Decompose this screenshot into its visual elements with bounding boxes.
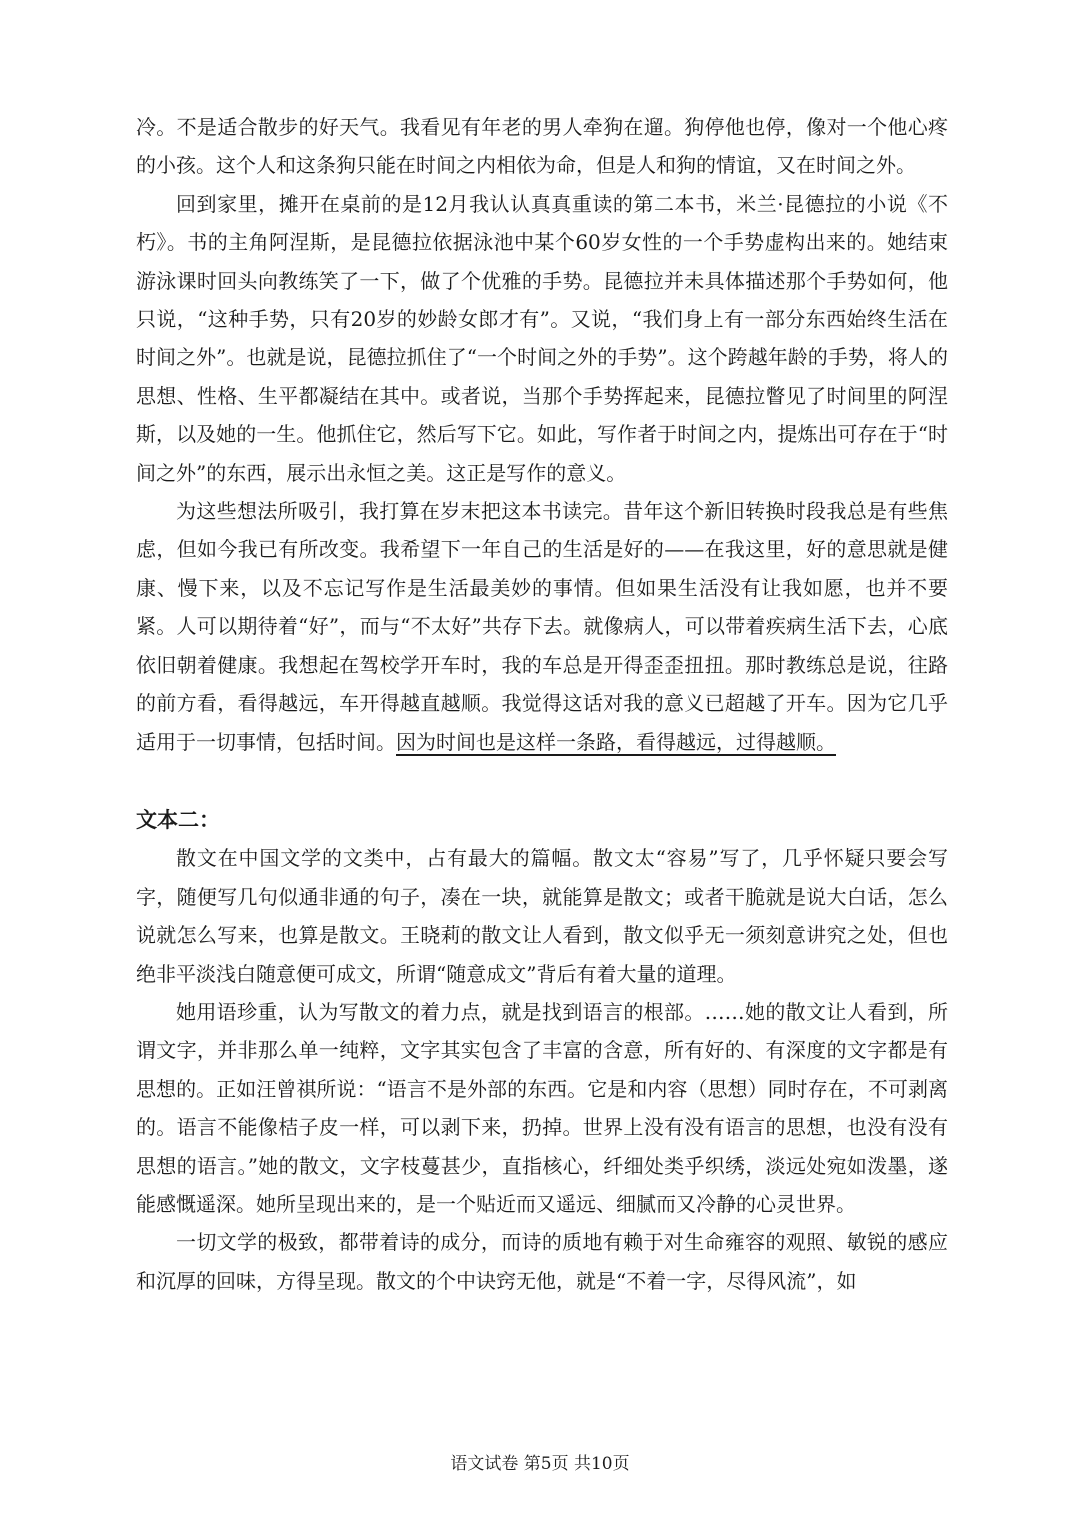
page-content	[136, 108, 948, 1300]
text2-heading: 文本二：	[136, 807, 220, 832]
text1-paragraph-2: 回到家里，摊开在桌前的是12月我认认真真重读的第二本书，米兰·昆德拉的小说《不朽》。书的主角阿涅斯，是昆德拉依据泳池中某个60岁女性的一个手势虚构出来的。她结束游泳课时回头向教练笑了一下，做了个优雅的手势。昆德拉并未具体描述那个手势如何，他只说，“这种手势，只有20岁的妙龄女郎才有”。又说，“我们身上有一部分东西始终生活在时间之外”。也就是说，昆德拉抓住了“一个时间之外的手势”。这个跨越年龄的手势，将人的思想、性格、生平都凝结在其中。或者说，当那个手势挥起来，昆德拉瞥见了时间里的阿涅斯，以及她的一生。他抓住它，然后写下它。如此，写作者于时间之内，提炼出可存在于“时间之外”的东西，展示出永恒之美。这正是写作的意义。	[136, 191, 948, 485]
text2-paragraph-2: 她用语珍重，认为写散文的着力点，就是找到语言的根部。……她的散文让人看到，所谓文字，并非那么单一纯粹，文字其实包含了丰富的含意，所有好的、有深度的文字都是有思想的。正如汪曾祺所说：“语言不是外部的东西。它是和内容（思想）同时存在，不可剥离的。语言不能像桔子皮一样，可以剥下来，扔掉。世界上没有没有语言的思想，也没有没有思想的语言。”她的散文，文字枝蔓甚少，直指核心，纤细处类乎织绣，淡远处宛如泼墨，遂能感慨遥深。她所呈现出来的，是一个贴近而又遥远、细腻而又冷静的心灵世界。	[136, 999, 948, 1216]
text2-paragraph-1: 散文在中国文学的文类中，占有最大的篇幅。散文太“容易”写了，几乎怀疑只要会写字，随便写几句似通非通的句子，凑在一块，就能算是散文；或者干脆就是说大白话，怎么说就怎么写来，也算是散文。王晓莉的散文让人看到，散文似乎无一须刻意讲究之处，但也绝非平淡浅白随意便可成文，所谓“随意成文”背后有着大量的道理。	[136, 846, 948, 986]
text1-paragraph-3-main: 为这些想法所吸引，我打算在岁末把这本书读完。昔年这个新旧转换时段我总是有些焦虑，但如今我已有所改变。我希望下一年自己的生活是好的——在我这里，好的意思就是健康、慢下来，以及不忘记写作是生活最美妙的事情。但如果生活没有让我如愿，也并不要紧。人可以期待着“好”，而与“不太好”共存下去。就像病人，可以带着疾病生活下去，心底依旧朝着健康。我想起在驾校学开车时，我的车总是开得歪歪扭扭。那时教练总是说，往路的前方看，看得越远，车开得越直越顺。我觉得这话对我的意义已超越了开车。因为它几乎适用于一切事情，包括时间。	[136, 499, 948, 754]
text1-paragraph-3	[136, 492, 948, 761]
page-footer: 语文试卷 第5页 共10页	[450, 1454, 630, 1474]
text1-paragraph-1: 冷。不是适合散步的好天气。我看见有年老的男人牵狗在遛。狗停他也停，像对一个他心疼的小孩。这个人和这条狗只能在时间之内相依为命，但是人和狗的情谊，又在时间之外。	[136, 115, 948, 178]
underlined-sentence: 因为时间也是这样一条路，看得越远，过得越顺。	[396, 729, 836, 754]
text2-paragraph-3: 一切文学的极致，都带着诗的成分，而诗的质地有赖于对生命雍容的观照、敏锐的感应和沉厚的回味，方得呈现。散文的个中诀窍无他，就是“不着一字，尽得风流”，如	[136, 1230, 948, 1293]
